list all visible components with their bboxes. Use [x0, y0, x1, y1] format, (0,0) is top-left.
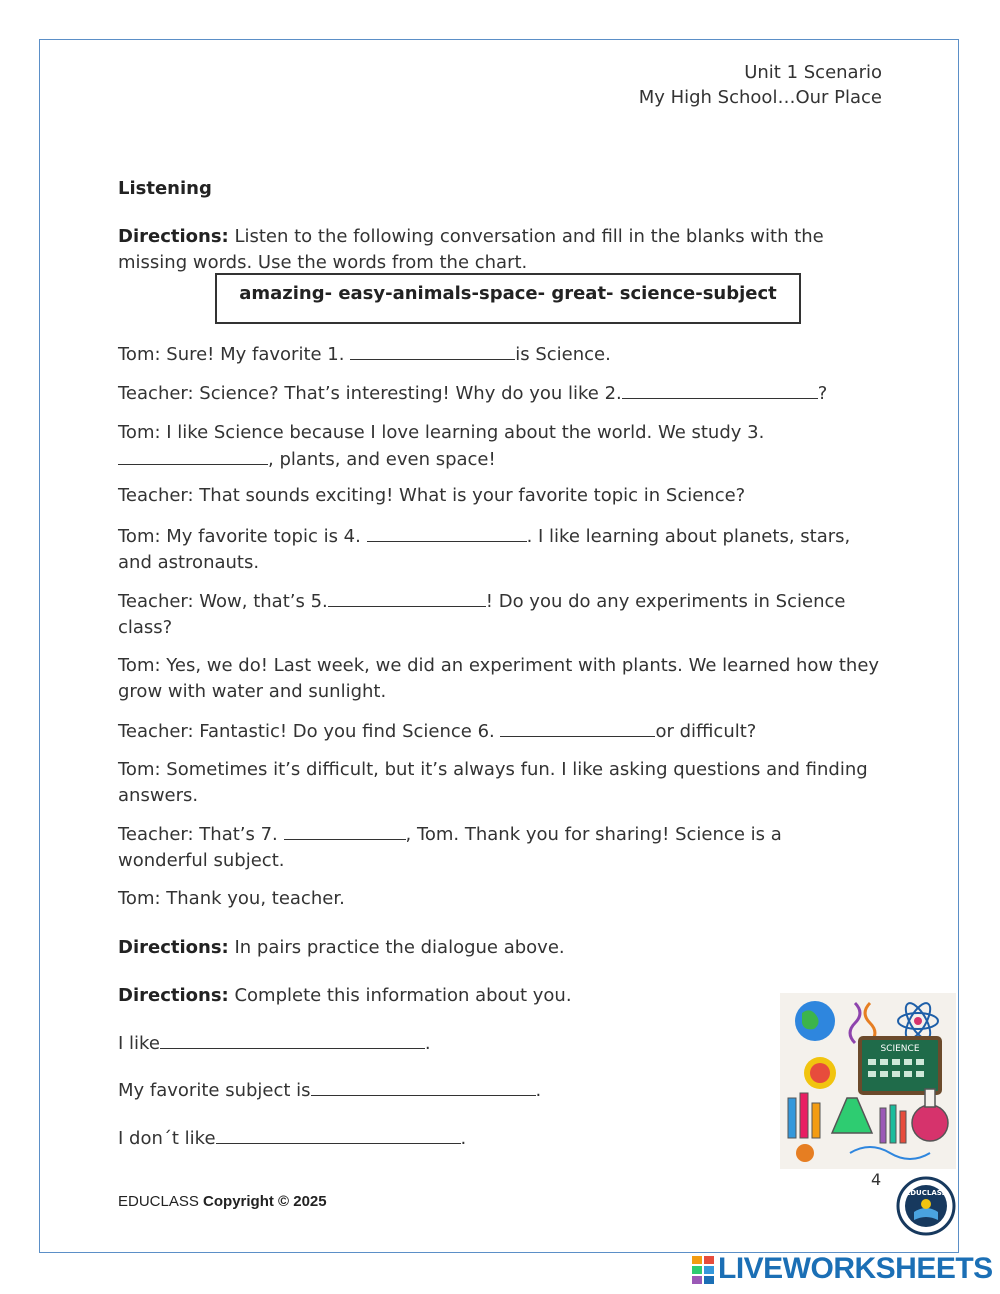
unit-subtitle: My High School…Our Place — [638, 87, 882, 108]
blank-2[interactable] — [622, 380, 818, 399]
blank-favorite-subject[interactable] — [311, 1077, 536, 1096]
dialogue-line-6 — [118, 588, 888, 641]
blank-3[interactable] — [118, 446, 268, 465]
dialogue-text: Teacher: That’s 7. — [118, 824, 284, 845]
educlass-logo-icon — [896, 1176, 956, 1236]
blank-6[interactable] — [500, 718, 655, 737]
dialogue-text: Teacher: Science? That’s interesting! Why do you like 2. — [118, 383, 622, 404]
footer-copyright — [118, 1193, 327, 1210]
dialogue-text: Teacher: Wow, that’s 5. — [118, 591, 328, 612]
directions-about-you — [118, 983, 888, 1009]
dialogue-line-9: Tom: Sometimes it’s difficult, but it’s always fun. I like asking questions and finding answers. — [118, 759, 868, 806]
about-like — [118, 1030, 888, 1057]
dialogue-text: ! Do you do any experiments in Science class? — [118, 591, 846, 638]
about-text: . — [460, 1128, 467, 1149]
blank-7[interactable] — [284, 821, 406, 840]
directions-label: Directions: — [118, 937, 229, 958]
directions-text: Listen to the following conversation and fill in the blanks with the missing words. Use the words from the chart. — [118, 226, 824, 273]
dialogue-text: is Science. — [515, 344, 611, 365]
directions-label: Directions: — [118, 985, 229, 1006]
dialogue-line-5 — [118, 523, 888, 576]
dialogue-text: ? — [817, 383, 828, 404]
about-text: I like — [118, 1033, 160, 1054]
dialogue-text: Tom: I like Science because I love learning about the world. We study 3. — [118, 422, 765, 443]
about-text: I don´t like — [118, 1128, 216, 1149]
dialogue-text: or difficult? — [655, 721, 757, 742]
dialogue-text: , plants, and even space! — [268, 449, 496, 470]
dialogue-line-1 — [118, 341, 888, 368]
blank-like[interactable] — [160, 1030, 425, 1049]
word-bank: amazing- easy-animals-space- great- science-subject — [215, 273, 801, 324]
logo-label: EDUCLASS — [905, 1189, 947, 1197]
directions-paragraph — [118, 224, 848, 276]
dialogue-line-11: Tom: Thank you, teacher. — [118, 888, 345, 909]
dialogue-line-3 — [118, 420, 798, 473]
about-dont-like — [118, 1125, 888, 1152]
science-illustration — [780, 993, 956, 1169]
about-text: . — [424, 1033, 431, 1054]
dialogue-text: Tom: My favorite topic is 4. — [118, 526, 367, 547]
dialogue-line-7: Tom: Yes, we do! Last week, we did an experiment with plants. We learned how they grow with water and sunlight. — [118, 655, 880, 702]
about-favorite-subject — [118, 1077, 888, 1104]
about-text: . — [535, 1080, 542, 1101]
liveworksheets-logo-icon — [692, 1254, 716, 1284]
directions-text: In pairs practice the dialogue above. — [228, 937, 565, 958]
footer-copyright-text: Copyright © 2025 — [203, 1193, 327, 1210]
dialogue-text: . I like learning about planets, stars, and astronauts. — [118, 526, 851, 573]
directions-pairs — [118, 935, 888, 961]
liveworksheets-wordmark: LIVEWORKSHEETS — [718, 1252, 993, 1285]
footer-brand: EDUCLASS — [118, 1193, 204, 1210]
dialogue-text: Tom: Sure! My favorite 1. — [118, 344, 351, 365]
dialogue-text: Teacher: Fantastic! Do you find Science 6. — [118, 721, 501, 742]
blank-4[interactable] — [367, 523, 527, 542]
blackboard-label: SCIENCE — [880, 1044, 920, 1054]
dialogue-line-10 — [118, 821, 818, 874]
section-title: Listening — [118, 178, 212, 199]
about-text: My favorite subject is — [118, 1080, 311, 1101]
directions-text: Complete this information about you. — [228, 985, 572, 1006]
blank-5[interactable] — [328, 588, 486, 607]
unit-title: Unit 1 Scenario — [744, 62, 882, 83]
page-number: 4 — [871, 1170, 882, 1189]
dialogue-text: , Tom. Thank you for sharing! Science is a wonderful subject. — [118, 824, 782, 871]
dialogue-line-2 — [118, 380, 888, 407]
dialogue-line-4: Teacher: That sounds exciting! What is your favorite topic in Science? — [118, 485, 746, 506]
dialogue-line-8 — [118, 718, 888, 745]
blank-dont-like[interactable] — [216, 1125, 461, 1144]
blank-1[interactable] — [350, 341, 515, 360]
directions-label: Directions: — [118, 226, 229, 247]
document-header — [639, 60, 882, 110]
